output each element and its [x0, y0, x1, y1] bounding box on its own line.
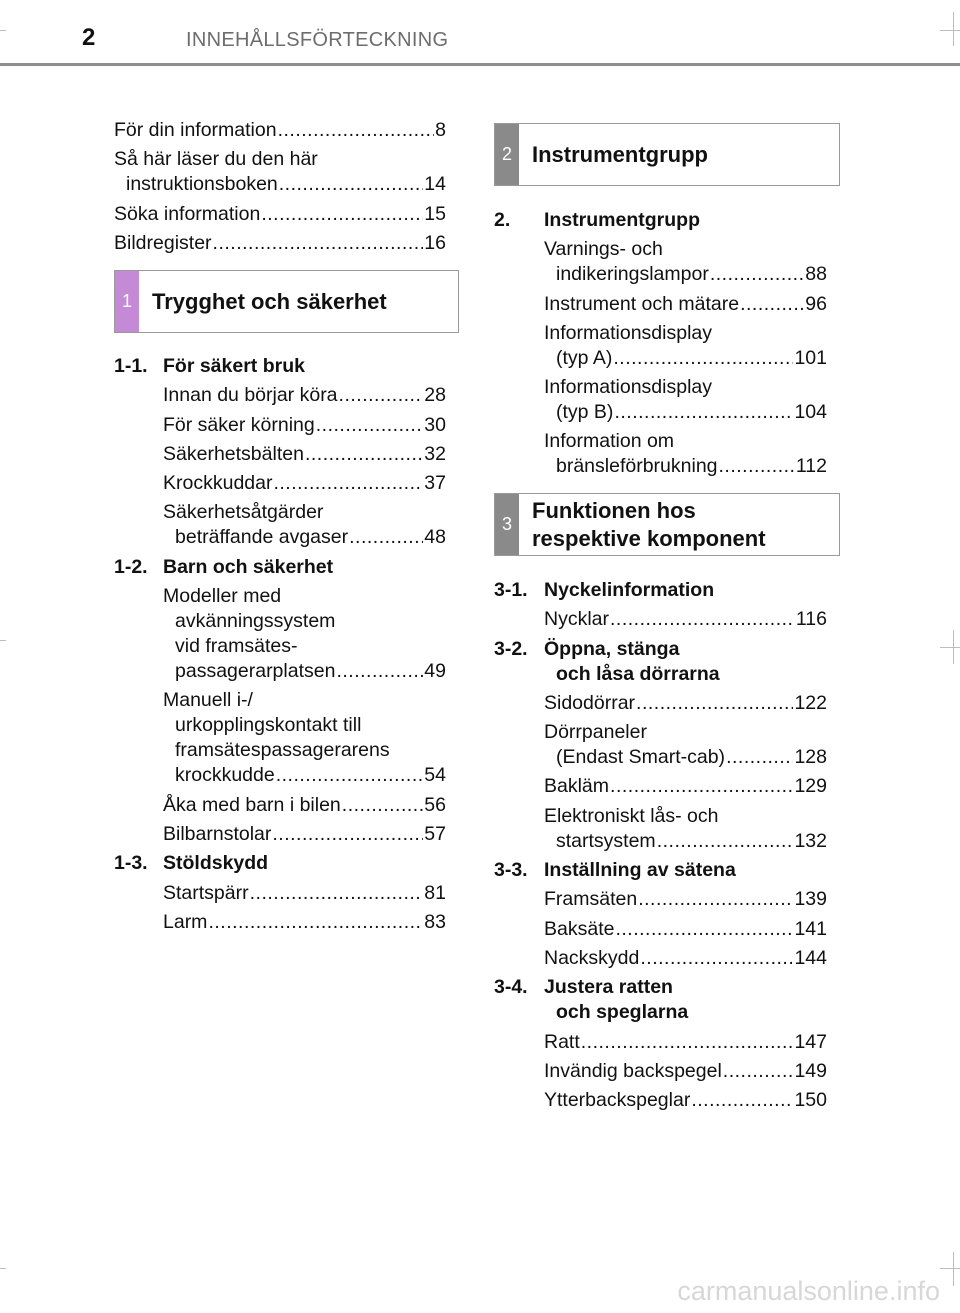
- section-number: 1-3.: [114, 852, 148, 875]
- toc-entry: [163, 442, 446, 467]
- crop-mark: [953, 12, 954, 46]
- toc-entry: [163, 822, 446, 847]
- toc-entry-text: Säkerhetsåtgärder: [163, 501, 324, 524]
- dot-leader: [279, 172, 424, 197]
- dot-leader: [610, 607, 795, 632]
- toc-entry-text: Söka information: [114, 202, 261, 225]
- toc-entry-leader-line: [114, 172, 446, 197]
- section-number: 1-1.: [114, 355, 148, 377]
- toc-page-number: 149: [794, 1059, 827, 1082]
- toc-entry-text: Informationsdisplay: [544, 376, 712, 399]
- section-number: 1-2.: [114, 555, 148, 578]
- dot-leader: [213, 231, 424, 256]
- toc-page-number: 8: [435, 119, 446, 141]
- toc-entry: [544, 1030, 827, 1055]
- toc-page-number: 88: [805, 263, 827, 286]
- chapter-1-contents: [114, 354, 446, 939]
- toc-entry-text: Bildregister: [114, 231, 212, 254]
- section-title: [544, 975, 827, 1025]
- header-rule: [0, 63, 960, 66]
- section-title-line: och speglarna: [556, 1001, 689, 1024]
- section-title: [544, 208, 827, 233]
- dot-leader: [305, 442, 423, 467]
- toc-entry-text: Bilbarnstolar: [163, 822, 272, 845]
- toc-entry-leader-line: [544, 607, 827, 632]
- dot-leader: [581, 1030, 794, 1055]
- toc-entry-text: indikeringslampor: [556, 263, 709, 286]
- dot-leader: [339, 383, 424, 408]
- toc-page-number: 30: [424, 413, 446, 436]
- toc-entry-text: Dörrpaneler: [544, 721, 647, 744]
- toc-entry-text: passagerarplatsen: [175, 660, 336, 683]
- toc-entry-text: Åka med barn i bilen: [163, 793, 341, 816]
- toc-entry-leader-line: [544, 917, 827, 942]
- toc-entry-leader-line: [544, 946, 827, 971]
- running-header-title: INNEHÅLLSFÖRTECKNING: [186, 29, 449, 51]
- toc-page-number: 16: [424, 231, 446, 254]
- toc-entry: [163, 910, 446, 935]
- toc-page-number: 101: [794, 346, 827, 369]
- section-title: [163, 354, 446, 379]
- toc-entry-text: Instrument och mätare: [544, 292, 740, 315]
- toc-entry-leader-line: [114, 231, 446, 256]
- dot-leader: [726, 745, 793, 770]
- toc-entry-text: instruktionsboken: [126, 173, 278, 196]
- toc-entry-leader-line: [114, 202, 446, 227]
- toc-page-number: 104: [794, 401, 827, 424]
- watermark: carmanualsonline.info: [677, 1276, 940, 1306]
- toc-entry: [544, 237, 827, 287]
- toc-entry-text: Startspärr: [163, 881, 249, 904]
- chapter-3-title-line-2: respektive komponent: [532, 525, 766, 551]
- section-items: [163, 881, 446, 935]
- toc-entry: [114, 118, 446, 143]
- dot-leader: [691, 1088, 793, 1113]
- toc-entry-text: urkopplingskontakt till: [175, 714, 362, 737]
- section-number: 3-1.: [494, 579, 528, 601]
- section-title-line: Öppna, stänga: [544, 637, 680, 660]
- toc-entry-text: (typ A): [556, 346, 613, 369]
- toc-entry-text: Elektroniskt lås- och: [544, 804, 719, 827]
- page-number: 2: [82, 24, 96, 51]
- toc-page-number: 147: [794, 1030, 827, 1053]
- section-number: 3-3.: [494, 859, 528, 882]
- toc-entry-text: För säker körning: [163, 413, 315, 436]
- section-heading: [494, 208, 827, 233]
- section-title: [544, 858, 827, 883]
- toc-entry-text: startsystem: [556, 829, 656, 852]
- chapter-2-contents: [494, 208, 827, 484]
- chapter-2-tab: 2: [495, 124, 519, 185]
- section-title-line: Nyckelinformation: [544, 579, 715, 601]
- toc-entry-leader-line: [163, 910, 446, 935]
- section-heading: [114, 354, 446, 379]
- toc-entry: [544, 1088, 827, 1113]
- section-title-line: Stöldskydd: [163, 852, 269, 875]
- dot-leader: [615, 917, 793, 942]
- toc-entry-text: bränsleförbrukning: [556, 455, 718, 478]
- toc-page-number: 14: [424, 173, 446, 196]
- toc-entry-leader-line: [544, 774, 827, 799]
- toc-page-number: 49: [424, 660, 446, 683]
- toc-entry-leader-line: [163, 881, 446, 906]
- toc-entry: [163, 383, 446, 408]
- toc-entry-leader-line: [544, 745, 827, 770]
- toc-page-number: 48: [424, 526, 446, 549]
- section-title: [163, 555, 446, 580]
- toc-page-number: 15: [424, 202, 446, 225]
- dot-leader: [638, 887, 793, 912]
- toc-entry-leader-line: [163, 793, 446, 818]
- dot-leader: [250, 881, 424, 906]
- crop-mark: [0, 30, 6, 31]
- toc-page-number: 83: [424, 910, 446, 933]
- toc-entry-text: Säkerhetsbälten: [163, 442, 304, 465]
- chapter-3-contents: [494, 578, 827, 1117]
- dot-leader: [272, 822, 423, 847]
- section-heading: [494, 975, 827, 1025]
- toc-entry-leader-line: [163, 659, 446, 684]
- section-items: [544, 237, 827, 479]
- intro-list: [114, 118, 446, 260]
- toc-entry-leader-line: [544, 1088, 827, 1113]
- toc-entry-leader-line: [163, 383, 446, 408]
- toc-entry-text: Innan du börjar köra: [163, 384, 338, 407]
- chapter-2-title: Instrumentgrupp: [532, 141, 708, 167]
- toc-entry: [544, 429, 827, 479]
- toc-page-number: 139: [794, 888, 827, 911]
- section-heading: [494, 637, 827, 687]
- toc-entry-text: avkänningssystem: [175, 610, 336, 633]
- toc-page-number: 32: [424, 442, 446, 465]
- chapter-1-heading: [114, 270, 459, 333]
- toc-entry-leader-line: [544, 887, 827, 912]
- toc-page-number: 28: [424, 384, 446, 407]
- toc-entry-text: Sidodörrar: [544, 691, 636, 714]
- toc-entry-text: Nackskydd: [544, 946, 640, 969]
- section-items: [163, 383, 446, 550]
- toc-page-number: 96: [805, 292, 827, 315]
- toc-page-number: 81: [424, 881, 446, 904]
- crop-mark: [940, 30, 960, 31]
- section-title-line: och låsa dörrarna: [556, 662, 720, 685]
- toc-page-number: 128: [794, 746, 827, 769]
- dot-leader: [740, 292, 804, 317]
- section-title-line: Justera ratten: [544, 976, 673, 999]
- toc-entry-leader-line: [544, 400, 827, 425]
- section-title-line: Barn och säkerhet: [163, 555, 334, 578]
- toc-entry: [114, 231, 446, 256]
- toc-page-number: 132: [794, 829, 827, 852]
- toc-entry-text: vid framsätes-: [175, 635, 298, 658]
- section-items: [163, 584, 446, 847]
- toc-entry-leader-line: [544, 829, 827, 854]
- toc-entry: [544, 720, 827, 770]
- toc-entry-text: Larm: [163, 910, 208, 933]
- chapter-3-title: [519, 494, 766, 555]
- toc-entry-leader-line: [163, 442, 446, 467]
- toc-entry-leader-line: [114, 118, 446, 143]
- section-items: [544, 1030, 827, 1114]
- toc-entry-leader-line: [544, 1059, 827, 1084]
- toc-page-number: 37: [424, 472, 446, 495]
- chapter-3-tab: 3: [495, 494, 519, 555]
- section-title-line: För säkert bruk: [163, 355, 305, 377]
- toc-entry-leader-line: [163, 471, 446, 496]
- toc-entry-text: Varnings- och: [544, 238, 663, 261]
- dot-leader: [278, 118, 435, 143]
- section-number: 2.: [494, 209, 511, 231]
- toc-entry: [163, 471, 446, 496]
- toc-entry-text: Nycklar: [544, 608, 610, 631]
- toc-entry: [544, 1059, 827, 1084]
- dot-leader: [614, 400, 793, 425]
- chapter-1-tab: 1: [115, 271, 139, 332]
- section-title: [544, 578, 827, 603]
- dot-leader: [710, 262, 804, 287]
- crop-mark: [0, 640, 6, 641]
- dot-leader: [208, 910, 423, 935]
- toc-entry: [544, 887, 827, 912]
- section-number: 3-2.: [494, 637, 528, 660]
- toc-entry: [163, 688, 446, 788]
- toc-entry: [544, 691, 827, 716]
- chapter-3-title-line-1: Funktionen hos: [532, 497, 696, 523]
- crop-mark: [940, 647, 960, 648]
- toc-entry-leader-line: [163, 413, 446, 438]
- section-title-line: Inställning av sätena: [544, 859, 736, 882]
- toc-entry-leader-line: [544, 292, 827, 317]
- toc-entry-text: Ytterbackspeglar: [544, 1089, 691, 1112]
- toc-entry-leader-line: [544, 1030, 827, 1055]
- section-title-line: Instrumentgrupp: [544, 209, 700, 231]
- toc-page-number: 56: [424, 793, 446, 816]
- toc-entry: [544, 804, 827, 854]
- dot-leader: [640, 946, 793, 971]
- dot-leader: [316, 413, 424, 438]
- toc-entry-text: För din information: [114, 119, 277, 141]
- dot-leader: [336, 659, 423, 684]
- toc-entry-text: Baksäte: [544, 917, 615, 940]
- toc-entry-leader-line: [544, 346, 827, 371]
- section-items: [544, 691, 827, 854]
- dot-leader: [613, 346, 793, 371]
- toc-entry-text: framsätespassagerarens: [175, 739, 390, 762]
- toc-entry-text: Modeller med: [163, 585, 282, 608]
- toc-entry: [163, 584, 446, 684]
- toc-entry-text: beträffande avgaser: [175, 526, 349, 549]
- chapter-3-heading: [494, 493, 840, 556]
- toc-page-number: 129: [794, 775, 827, 798]
- toc-page-number: 57: [424, 822, 446, 845]
- dot-leader: [276, 763, 424, 788]
- toc-page-number: 144: [794, 946, 827, 969]
- toc-entry-text: Manuell i-/: [163, 689, 253, 712]
- toc-page-number: 141: [794, 917, 827, 940]
- dot-leader: [349, 525, 423, 550]
- toc-entry-text: Invändig backspegel: [544, 1059, 722, 1082]
- toc-entry-text: Krockkuddar: [163, 472, 273, 495]
- toc-entry-text: (Endast Smart-cab): [556, 746, 726, 769]
- section-title: [544, 637, 827, 687]
- dot-leader: [657, 829, 794, 854]
- toc-entry-leader-line: [544, 454, 827, 479]
- toc-entry: [114, 202, 446, 227]
- toc-entry-text: Informationsdisplay: [544, 321, 712, 344]
- chapter-2-heading: [494, 123, 840, 186]
- dot-leader: [273, 471, 423, 496]
- toc-page-number: 54: [424, 764, 446, 787]
- toc-entry: [163, 793, 446, 818]
- toc-entry-leader-line: [544, 691, 827, 716]
- section-heading: [494, 578, 827, 603]
- toc-entry-text: Information om: [544, 430, 675, 453]
- section-heading: [114, 851, 446, 876]
- dot-leader: [719, 454, 795, 479]
- crop-mark: [0, 1268, 6, 1269]
- toc-entry-text: Framsäten: [544, 888, 638, 911]
- toc-entry: [544, 774, 827, 799]
- toc-page-number: 150: [794, 1089, 827, 1112]
- toc-page-number: 116: [795, 608, 827, 631]
- toc-entry-text: Ratt: [544, 1030, 580, 1053]
- section-heading: [494, 858, 827, 883]
- section-heading: [114, 555, 446, 580]
- toc-page-number: 112: [795, 455, 827, 478]
- chapter-1-title: Trygghet och säkerhet: [152, 288, 387, 314]
- crop-mark: [953, 1252, 954, 1286]
- toc-entry-text: (typ B): [556, 401, 614, 424]
- toc-entry-text: Så här läser du den här: [114, 148, 318, 171]
- toc-entry-text: Bakläm: [544, 775, 610, 798]
- toc-entry: [163, 500, 446, 550]
- dot-leader: [261, 202, 423, 227]
- dot-leader: [723, 1059, 794, 1084]
- section-items: [544, 887, 827, 971]
- toc-entry: [544, 946, 827, 971]
- toc-entry-leader-line: [163, 525, 446, 550]
- toc-entry: [544, 292, 827, 317]
- section-title: [163, 851, 446, 876]
- toc-entry-text: krockkudde: [175, 764, 275, 787]
- toc-entry: [544, 375, 827, 425]
- toc-entry-leader-line: [163, 763, 446, 788]
- toc-entry: [163, 881, 446, 906]
- section-items: [544, 607, 827, 632]
- toc-entry: [114, 147, 446, 197]
- toc-entry-leader-line: [544, 262, 827, 287]
- section-number: 3-4.: [494, 976, 528, 999]
- crop-mark: [940, 1268, 960, 1269]
- toc-entry: [544, 917, 827, 942]
- toc-entry: [544, 321, 827, 371]
- dot-leader: [610, 774, 793, 799]
- dot-leader: [342, 793, 424, 818]
- toc-page-number: 122: [794, 691, 827, 714]
- toc-entry: [544, 607, 827, 632]
- toc-entry: [163, 413, 446, 438]
- toc-entry-leader-line: [163, 822, 446, 847]
- dot-leader: [636, 691, 793, 716]
